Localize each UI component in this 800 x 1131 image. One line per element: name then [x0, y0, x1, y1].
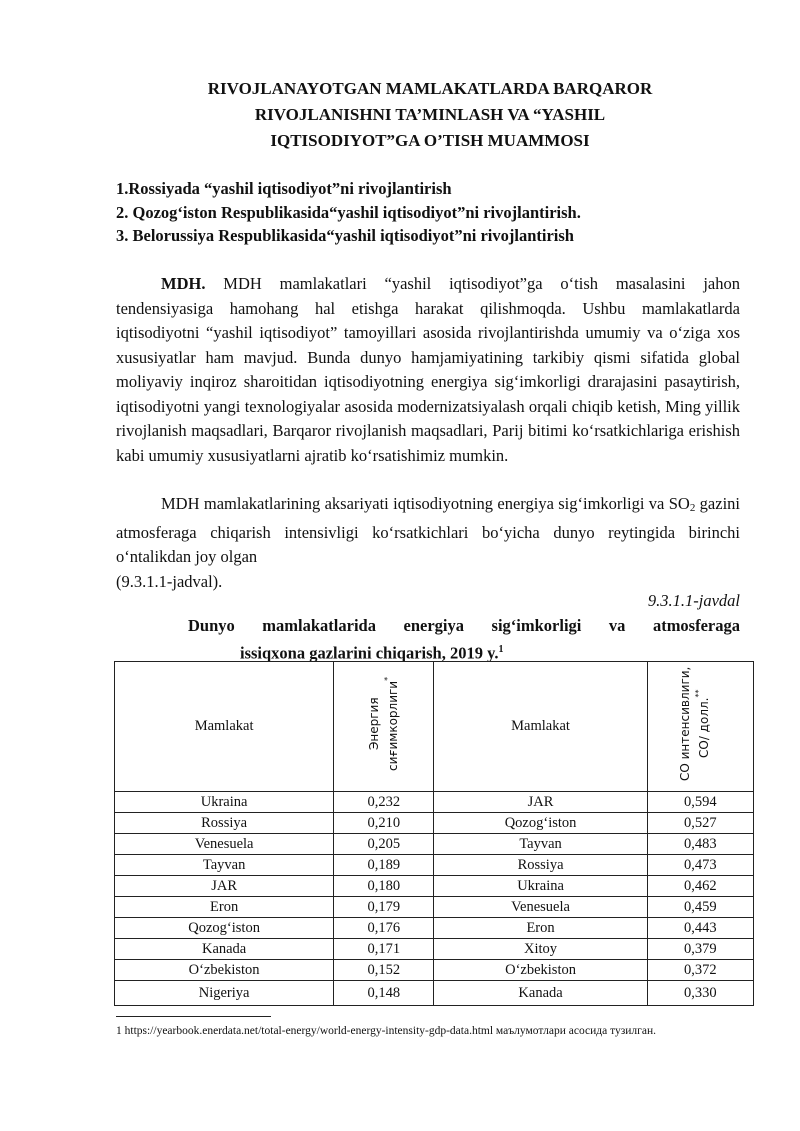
- header-co2-sup: **: [694, 689, 704, 698]
- table-header-row: [115, 662, 754, 792]
- so2-subscript: 2: [689, 502, 696, 514]
- cell-country: JAR: [434, 792, 647, 813]
- table-row: [115, 813, 754, 834]
- cell-energy: 0,179: [334, 897, 434, 918]
- cell-country: Nigeriya: [115, 981, 334, 1006]
- table-row: [115, 960, 754, 981]
- footnote-divider: [116, 1016, 271, 1017]
- cell-country: Eron: [434, 918, 647, 939]
- cell-co2: 0,527: [647, 813, 753, 834]
- paragraph-text: gazini atmosferaga chiqarish intensivligi ko‘rsatkichlari bo‘yicha dunyo reytingida birinchi o‘ntalikdan joy olgan: [116, 494, 740, 566]
- topic-list: [116, 177, 756, 248]
- table-row: [115, 918, 754, 939]
- cell-co2: 0,372: [647, 960, 753, 981]
- table-row: [115, 855, 754, 876]
- energy-table: [114, 661, 754, 1006]
- cell-country: Rossiya: [115, 813, 334, 834]
- cell-energy: 0,180: [334, 876, 434, 897]
- table-reference: (9.3.1.1-jadval).: [116, 571, 223, 591]
- cell-co2: 0,443: [647, 918, 753, 939]
- cell-co2: 0,473: [647, 855, 753, 876]
- cell-country: Venesuela: [434, 897, 647, 918]
- cell-energy: 0,210: [334, 813, 434, 834]
- cell-co2: 0,462: [647, 876, 753, 897]
- cell-country: Kanada: [115, 939, 334, 960]
- cell-energy: 0,205: [334, 834, 434, 855]
- header-energy-text: Энергия сиғимкорлиги: [367, 680, 401, 772]
- header-co2-text: CO интенсивлиги, CO/ долл.: [678, 666, 712, 782]
- cell-country: Tayvan: [434, 834, 647, 855]
- cell-energy: 0,148: [334, 981, 434, 1006]
- header-country: Mamlakat: [115, 662, 334, 792]
- paragraph-mdh: [116, 272, 740, 468]
- cell-energy: 0,152: [334, 960, 434, 981]
- paragraph-text: MDH mamlakatlari “yashil iqtisodiyot”ga o‘tish masalasini jahon tendensiyasiga hamohang hal etishga harakat qilishmoqda. Ushbu mamlakatlarda iqtisodiyotni “yashil iqtisodiyot” tamoyillari asosida rivojlantirishda umumiy va o‘ziga xos xususiyatlar ham mavjud. Bunda dunyo hamjamiyatining tarkibiy qismi sifatida global moliyaviy inqiroz sharoitidan iqtisodiyotning energiya sig‘imkorligi drarajasini pasaytirish, iqtisodiyotni yangi texnologiyalar asosida modernizatsiyalash orqali chiqib ketish, Ming yillik rivojlanish maqsadlari, Barqaror rivojlanish maqsadlari, Parij bitimi ko‘rsatkichlariga erishish kabi umumiy xususiyatlarni ajratib ko‘rsatishimiz mumkin.: [116, 274, 740, 465]
- table-row: [115, 792, 754, 813]
- title-line-3: IQTISODIYOT”GA O’TISH MUAMMOSI: [270, 131, 590, 150]
- table-row: [115, 981, 754, 1006]
- cell-energy: 0,232: [334, 792, 434, 813]
- footnote: 1 https://yearbook.enerdata.net/total-energy/world-energy-intensity-gdp-data.html маълумотлари асосида тузилган.: [116, 1025, 656, 1037]
- footnote-marker: 1: [498, 644, 504, 655]
- table-caption: [188, 614, 740, 666]
- paragraph-text: MDH mamlakatlarining aksariyati iqtisodiyotning energiya sig‘imkorligi va SO: [161, 494, 690, 513]
- cell-energy: 0,189: [334, 855, 434, 876]
- page-title: [120, 76, 740, 154]
- caption-text: issiqxona gazlarini chiqarish, 2019 y.: [240, 643, 499, 663]
- cell-co2: 0,379: [647, 939, 753, 960]
- header-energy-sup: *: [383, 676, 393, 681]
- cell-country: Xitoy: [434, 939, 647, 960]
- table-row: [115, 876, 754, 897]
- caption-line-1: Dunyo mamlakatlarida energiya sig‘imkorligi va atmosferaga: [188, 616, 740, 635]
- topic-item: 2. Qozog‘iston Respublikasida“yashil iqtisodiyot”ni rivojlantirish.: [116, 202, 581, 222]
- cell-country: O‘zbekiston: [115, 960, 334, 981]
- cell-co2: 0,459: [647, 897, 753, 918]
- header-co2-intensity: [647, 662, 753, 792]
- table-number: 9.3.1.1-javdal: [647, 591, 740, 610]
- table-row: [115, 834, 754, 855]
- topic-item: 1.Rossiyada “yashil iqtisodiyot”ni rivojlantirish: [116, 179, 452, 198]
- cell-country: Qozog‘iston: [434, 813, 647, 834]
- cell-country: JAR: [115, 876, 334, 897]
- header-country: Mamlakat: [434, 662, 647, 792]
- cell-country: Eron: [115, 897, 334, 918]
- topic-item: 3. Belorussiya Respublikasida“yashil iqtisodiyot”ni rivojlantirish: [116, 226, 574, 245]
- cell-co2: 0,483: [647, 834, 753, 855]
- cell-country: Ukraina: [115, 792, 334, 813]
- header-energy-intensity: [334, 662, 434, 792]
- cell-co2: 0,594: [647, 792, 753, 813]
- table-row: [115, 939, 754, 960]
- cell-country: Kanada: [434, 981, 647, 1006]
- paragraph-intensity: [116, 492, 740, 594]
- title-line-2: RIVOJLANISHNI TA’MINLASH VA “YASHIL: [254, 105, 606, 124]
- table-row: [115, 897, 754, 918]
- cell-country: Venesuela: [115, 834, 334, 855]
- cell-co2: 0,330: [647, 981, 753, 1006]
- paragraph-lead: MDH.: [161, 274, 206, 293]
- cell-country: O‘zbekiston: [434, 960, 647, 981]
- cell-energy: 0,171: [334, 939, 434, 960]
- cell-country: Qozog‘iston: [115, 918, 334, 939]
- title-line-1: RIVOJLANAYOTGAN MAMLAKATLARDA BARQAROR: [207, 79, 653, 98]
- cell-country: Ukraina: [434, 876, 647, 897]
- cell-country: Rossiya: [434, 855, 647, 876]
- cell-energy: 0,176: [334, 918, 434, 939]
- cell-country: Tayvan: [115, 855, 334, 876]
